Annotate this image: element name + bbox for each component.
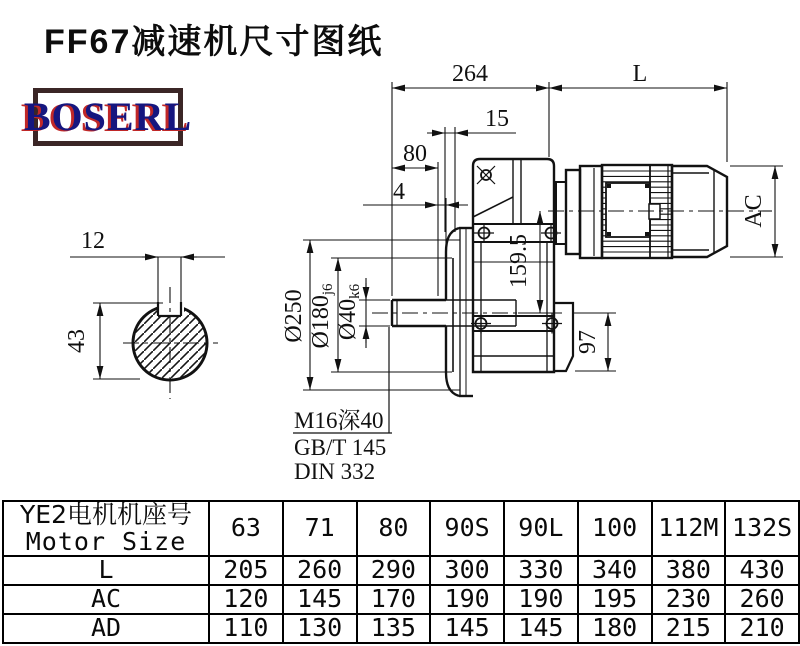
dimension-lines — [310, 88, 775, 390]
cell: 170 — [357, 585, 431, 614]
cell: 260 — [283, 556, 357, 585]
page-title: FF67减速机尺寸图纸 — [44, 23, 384, 61]
cell: 180 — [578, 614, 652, 643]
cell: 430 — [725, 556, 799, 585]
main-view — [293, 82, 783, 433]
dim-43-label: 43 — [64, 329, 90, 353]
boserl-logo-text: BOSERL — [23, 94, 193, 139]
dim-4-label: 4 — [393, 179, 405, 205]
motor-size-col: 90S — [430, 501, 504, 556]
cell: 260 — [725, 585, 799, 614]
cell: 230 — [652, 585, 726, 614]
table-header-label — [3, 501, 209, 556]
output-flange — [446, 228, 473, 396]
cell: 210 — [725, 614, 799, 643]
dim-dia40-label: Ø40k6 — [335, 283, 363, 341]
table-row-AC — [3, 585, 799, 614]
motor-size-label-en: Motor Size — [25, 526, 187, 556]
motor-size-col: 71 — [283, 501, 357, 556]
cell: 330 — [504, 556, 578, 585]
cell: 205 — [209, 556, 283, 585]
row-label: L — [3, 556, 209, 585]
motor-adapter — [556, 166, 602, 258]
cell: 195 — [578, 585, 652, 614]
note-din-standard: DIN 332 — [294, 459, 376, 484]
cell: 190 — [504, 585, 578, 614]
axes-centerlines — [372, 211, 772, 313]
cell: 120 — [209, 585, 283, 614]
dim-15-label: 15 — [485, 106, 509, 132]
cell: 290 — [357, 556, 431, 585]
bolt-mark-x-icon — [477, 166, 495, 184]
cell: 130 — [283, 614, 357, 643]
cell: 145 — [283, 585, 357, 614]
dim-L-label: L — [632, 61, 648, 87]
cell: 300 — [430, 556, 504, 585]
shaft-section-view — [70, 257, 225, 399]
motor-size-col: 112M — [652, 501, 726, 556]
cell: 190 — [430, 585, 504, 614]
motor-size-col: 63 — [209, 501, 283, 556]
extension-lines — [303, 82, 783, 390]
motor-size-col: 100 — [578, 501, 652, 556]
dim-12-label: 12 — [81, 228, 105, 254]
dim-97-label: 97 — [575, 330, 601, 354]
cell: 215 — [652, 614, 726, 643]
dim-80-label: 80 — [403, 141, 427, 167]
cell: 135 — [357, 614, 431, 643]
dim-AC-label: AC — [741, 194, 767, 228]
dim-159-5-label: 159.5 — [506, 234, 532, 288]
motor-size-label-cn: YE2电机机座号 — [20, 500, 192, 530]
motor-size-col: 80 — [357, 501, 431, 556]
table-row-AD — [3, 614, 799, 643]
row-label: AC — [3, 585, 209, 614]
dim-dia250-label: Ø250 — [281, 289, 307, 343]
table-row-L — [3, 556, 799, 585]
cell: 145 — [430, 614, 504, 643]
cell: 380 — [652, 556, 726, 585]
cell: 110 — [209, 614, 283, 643]
motor-size-col: 132S — [725, 501, 799, 556]
cell: 145 — [504, 614, 578, 643]
table-header-row — [3, 501, 799, 556]
motor-size-table — [2, 500, 800, 644]
cell: 340 — [578, 556, 652, 585]
dim-264-label: 264 — [452, 61, 488, 87]
note-gb-standard: GB/T 145 — [294, 435, 387, 460]
dim-dia180-label: Ø180j6 — [308, 283, 336, 349]
note-thread: M16深40 — [294, 408, 384, 433]
motor-size-col: 90L — [504, 501, 578, 556]
row-label: AD — [3, 614, 209, 643]
